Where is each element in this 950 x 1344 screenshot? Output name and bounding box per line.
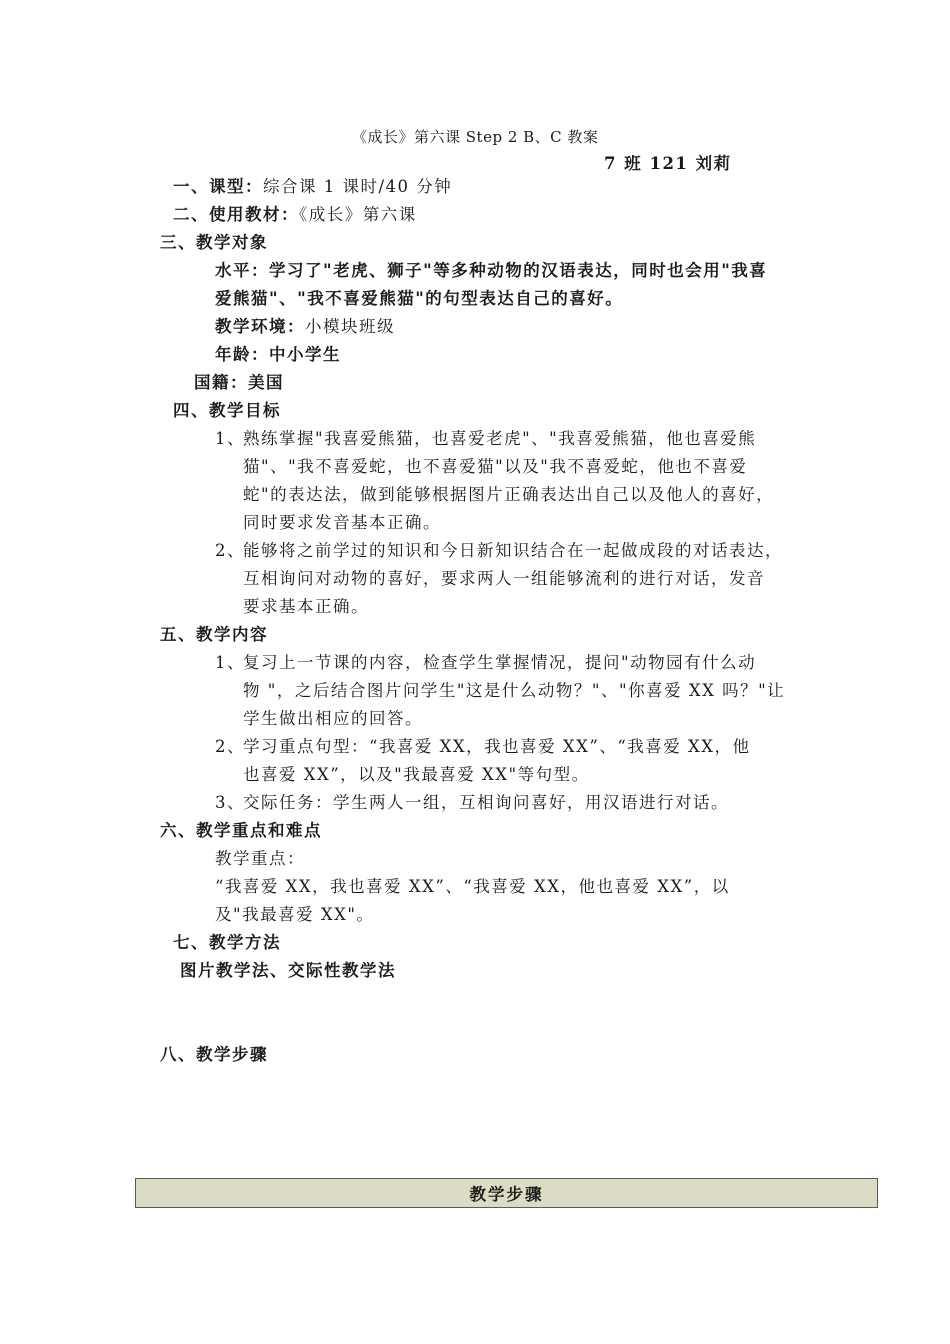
goal-2-line-3: 要求基本正确。	[243, 597, 369, 616]
content-2-line-1: 学习重点句型：“我喜爱 XX，我也喜爱 XX”、“我喜爱 XX，他	[243, 737, 751, 756]
goal-1-number: 1、	[215, 429, 245, 448]
teaching-environment	[215, 316, 395, 338]
content-2-line-2: 也喜爱 XX”，以及"我最喜爱 XX"等句型。	[243, 765, 590, 784]
goal-1-line-3: 蛇"的表达法，做到能够根据图片正确表达出自己以及他人的喜好，	[243, 485, 775, 504]
goal-1-line-4: 同时要求发音基本正确。	[243, 513, 441, 532]
content-1-line-1: 复习上一节课的内容，检查学生掌握情况，提问"动物园有什么动	[243, 653, 757, 672]
level-line-1: 水平：学习了"老虎、狮子"等多种动物的汉语表达，同时也会用"我喜	[215, 261, 768, 280]
section-1-label: 一、课型：	[173, 177, 263, 196]
goal-2-line-1: 能够将之前学过的知识和今日新知识结合在一起做成段的对话表达，	[243, 541, 783, 560]
author-line: 7 班 121 刘莉	[604, 154, 732, 173]
section-1-value: 综合课 1 课时/40 分钟	[263, 177, 453, 196]
age-line: 年龄：中小学生	[215, 345, 341, 364]
teaching-methods: 图片教学法、交际性教学法	[180, 961, 396, 980]
goal-2-number: 2、	[215, 541, 245, 560]
content-1-number: 1、	[215, 653, 245, 672]
content-3-number: 3、	[215, 793, 245, 812]
section-2-label: 二、使用教材：	[173, 205, 299, 224]
section-2-value: 《成长》第六课	[299, 205, 417, 224]
section-8-heading: 八、教学步骤	[160, 1045, 268, 1064]
content-3-line-1: 交际任务：学生两人一组，互相询问喜好，用汉语进行对话。	[243, 793, 729, 812]
section-7-heading: 七、教学方法	[173, 933, 281, 952]
content-1-line-2: 物 "，之后结合图片问学生"这是什么动物？"、"你喜爱 XX 吗？"让	[243, 681, 786, 700]
section-2	[173, 204, 417, 226]
section-5-heading: 五、教学内容	[160, 625, 268, 644]
goal-2-line-2: 互相询问对动物的喜好，要求两人一组能够流利的进行对话，发音	[243, 569, 765, 588]
key-points-label: 教学重点：	[215, 849, 305, 868]
content-1-line-3: 学生做出相应的回答。	[243, 709, 423, 728]
content-2-number: 2、	[215, 737, 245, 756]
key-points-line-2: 及"我最喜爱 XX"。	[215, 905, 375, 924]
level-line-2: 爱熊猫"、"我不喜爱熊猫"的句型表达自己的喜好。	[215, 289, 624, 308]
goal-1-line-2: 猫"、"我不喜爱蛇，也不喜爱猫"以及"我不喜爱蛇，他也不喜爱	[243, 457, 748, 476]
goal-1-line-1: 熟练掌握"我喜爱熊猫，也喜爱老虎"、"我喜爱熊猫，他也喜爱熊	[243, 429, 757, 448]
key-points-line-1: “我喜爱 XX，我也喜爱 XX”、“我喜爱 XX，他也喜爱 XX”，以	[215, 877, 730, 896]
env-value: 小模块班级	[305, 317, 395, 336]
steps-table-header-label: 教学步骤	[469, 1185, 544, 1204]
document-title: 《成长》第六课 Step 2 B、C 教案	[352, 128, 599, 146]
section-4-heading: 四、教学目标	[173, 401, 281, 420]
steps-table-header	[135, 1178, 878, 1208]
section-3-heading: 三、教学对象	[160, 233, 268, 252]
nationality-line: 国籍：美国	[194, 373, 284, 392]
section-6-heading: 六、教学重点和难点	[160, 821, 322, 840]
env-label: 教学环境：	[215, 317, 305, 336]
section-1	[173, 176, 452, 198]
